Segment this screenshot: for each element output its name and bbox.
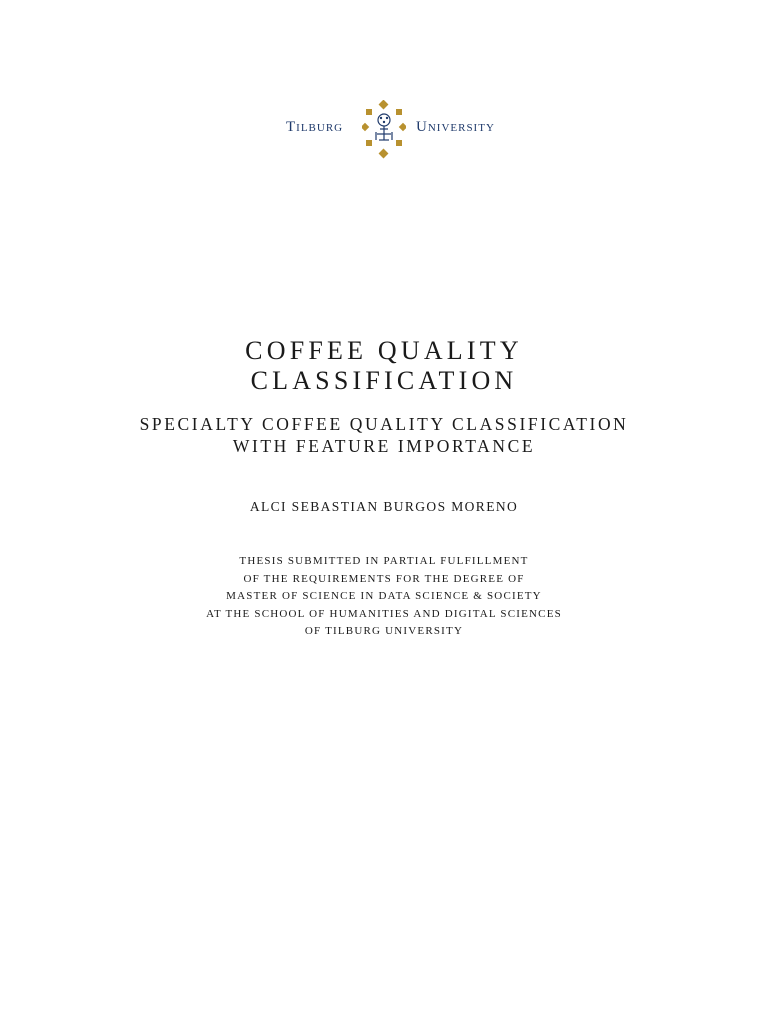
statement-line-1: THESIS SUBMITTED IN PARTIAL FULFILLMENT <box>239 555 529 567</box>
thesis-title-line-2: CLASSIFICATION <box>250 366 518 395</box>
submission-statement <box>0 553 768 641</box>
university-emblem-icon <box>362 100 406 160</box>
thesis-title <box>0 336 768 396</box>
thesis-title-line-1: COFFEE QUALITY <box>245 336 523 365</box>
thesis-subtitle <box>0 413 768 457</box>
thesis-subtitle-line-1: SPECIALTY COFFEE QUALITY CLASSIFICATION <box>139 414 629 434</box>
logo-word-tilburg: Tilburg <box>286 119 344 135</box>
statement-line-5: OF TILBURG UNIVERSITY <box>304 625 464 637</box>
statement-line-4: AT THE SCHOOL OF HUMANITIES AND DIGITAL SCIENCES <box>206 607 562 620</box>
author-name: ALCI SEBASTIAN BURGOS MORENO <box>249 499 519 514</box>
statement-line-3: MASTER OF SCIENCE IN DATA SCIENCE & SOCIETY <box>226 590 542 602</box>
statement-line-2: OF THE REQUIREMENTS FOR THE DEGREE OF <box>243 572 525 585</box>
thesis-subtitle-line-2: WITH FEATURE IMPORTANCE <box>232 436 536 456</box>
logo-word-university: University <box>416 119 495 135</box>
university-logo <box>0 100 768 164</box>
